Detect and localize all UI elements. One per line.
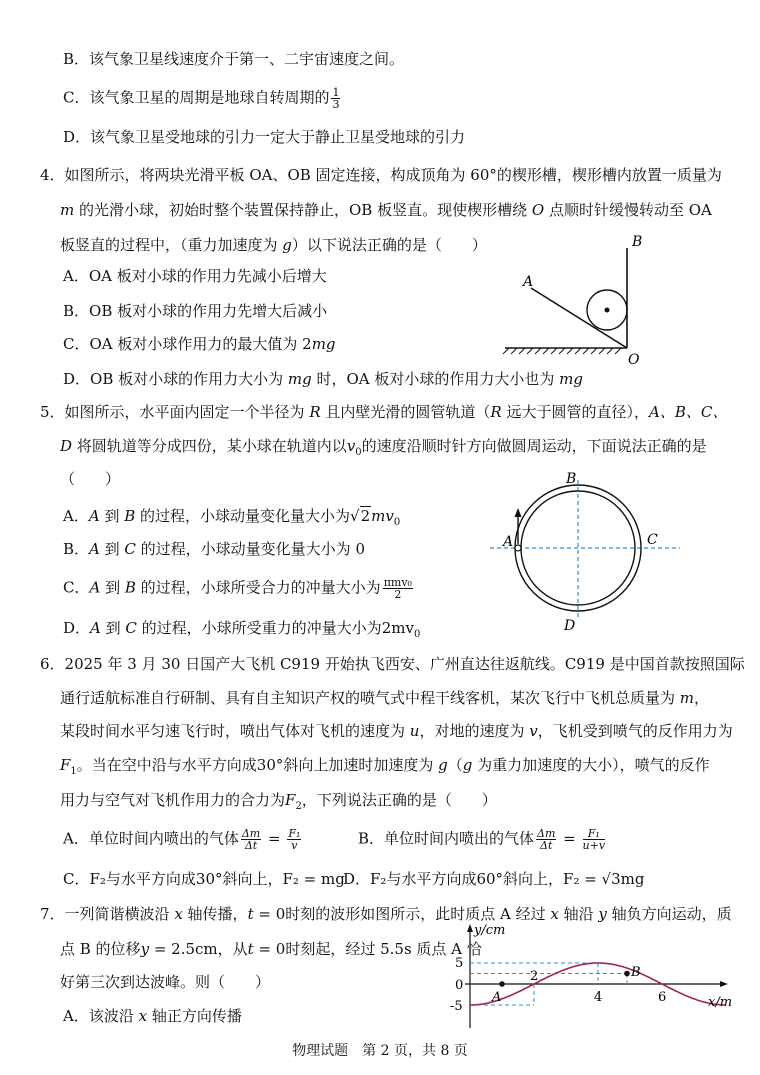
q6-option-a: A．单位时间内喷出的气体 $\frac{\Delta m}{\Delta t}$ = $\frac{\text{F₁}}{v}$ xyxy=(63,827,301,852)
q6-stem-line1: 6．2025 年 3 月 30 日国产大飞机 C919 开始执飞西安、广州直达往返航线。C919 是中国首款按照国际 xyxy=(40,655,745,673)
q7-label-b: B xyxy=(631,965,641,980)
q4-stem-line2: m 的光滑小球，初始时整个装置保持静止，OB 板竖直。现使楔形槽绕 O 点顺时针缓慢转动至 OA xyxy=(60,201,712,219)
q5-stem-line1: 5．如图所示，水平面内固定一个半径为 R 且内壁光滑的圆管轨道（R 远大于圆管的直径），A、B、C、 xyxy=(40,403,728,421)
q5-option-d: D．A 到 C 的过程，小球所受重力的冲量大小为$2mv_0$ xyxy=(63,619,421,640)
q5-arrow-head xyxy=(515,508,522,517)
q7-point-a xyxy=(499,981,505,987)
q5-option-a: A．A 到 B 的过程，小球动量变化量大小为$√2mv_0$ xyxy=(63,507,401,528)
q6-stem-line4: $F_1$。当在空中沿与水平方向成30°斜向上加速时加速度为 g（g 为重力加速度的大小），喷气的反作 xyxy=(60,756,710,777)
q4-plate-oa xyxy=(531,288,627,348)
page-footer: 物理试题 第 2 页，共 8 页 xyxy=(292,1043,468,1059)
q4-stem-line3: 板竖直的过程中，（重力加速度为 g）以下说法正确的是（ ） xyxy=(60,236,487,254)
q7-x-arrow xyxy=(720,981,728,987)
q4-label-o: O xyxy=(628,352,640,368)
q4-option-d: D．OB 板对小球的作用力大小为 mg 时，OA 板对小球的作用力大小也为 mg xyxy=(63,370,583,388)
q7-tick-y0: 0 xyxy=(455,978,464,993)
q5-label-d: D xyxy=(564,618,576,634)
q4-wedge-figure xyxy=(495,228,665,368)
q7-point-b xyxy=(624,971,630,977)
q5-option-b: B．A 到 C 的过程，小球动量变化量大小为 0 xyxy=(63,540,365,558)
q5-label-a: A xyxy=(503,534,514,550)
q5-option-c: C．A 到 B 的过程，小球所受合力的冲量大小为 $\frac{\text{πmv₀}}{2}$ xyxy=(63,576,412,601)
q6-option-c: C．F₂与水平方向成30°斜向上，F₂ = mg xyxy=(63,870,345,888)
q4-option-b: B．OB 板对小球的作用力先增大后减小 xyxy=(63,302,328,320)
q3-option-d: D．该气象卫星受地球的引力一定大于静止卫星受地球的引力 xyxy=(63,128,466,146)
q7-tick-y5: 5 xyxy=(455,956,464,971)
q3-c-fraction: $\frac{1}{3}$ xyxy=(332,86,340,111)
q4-label-b: B xyxy=(632,234,643,250)
q7-xlabel: x/m xyxy=(708,995,733,1010)
q7-tick-yneg5: -5 xyxy=(450,999,463,1014)
q7-label-a: A xyxy=(492,990,502,1005)
q6-stem-line3: 某段时间水平匀速飞行时，喷出气体对飞机的速度为 u，对地的速度为 v，飞机受到喷气的反作用力为 xyxy=(60,722,733,740)
q7-tick-x4: 4 xyxy=(594,990,603,1005)
q6-stem-line5: 用力与空气对飞机作用力的合力为$F_2$，下列说法正确的是（ ） xyxy=(60,791,497,812)
q5-label-b: B xyxy=(566,471,577,487)
q7-stem-line1: 7．一列简谐横波沿 x 轴传播，t = 0时刻的波形如图所示，此时质点 A 经过 x 轴沿 y 轴负方向运动，质 xyxy=(40,905,732,923)
q5-stem-line3: （ ） xyxy=(60,470,121,488)
q4-ground-hatch xyxy=(503,348,621,354)
q7-stem-line3: 好第三次到达波峰。则（ ） xyxy=(60,973,271,991)
q4-label-a: A xyxy=(523,274,534,290)
q7-y-arrow xyxy=(467,924,473,932)
q5-ball xyxy=(515,545,521,551)
q6-option-d: D．F₂与水平方向成60°斜向上，F₂ = √3mg xyxy=(343,870,645,888)
q4-ball-center xyxy=(605,308,610,313)
q6-stem-line2: 通行适航标准自行研制、具有自主知识产权的喷气式中程干线客机，某次飞行中飞机总质量为 m， xyxy=(60,689,710,707)
q5-c-fraction: $\frac{\text{πmv₀}}{2}$ xyxy=(383,576,412,601)
q5-circle-figure xyxy=(490,470,685,635)
q4-stem-line1: 4．如图所示，将两块光滑平板 OA、OB 固定连接，构成顶角为 60°的楔形槽，楔形槽内放置一质量为 xyxy=(40,166,722,184)
q4-option-a: A．OA 板对小球的作用力先减小后增大 xyxy=(63,267,327,285)
q5-label-c: C xyxy=(647,532,658,548)
q7-option-a: A．该波沿 x 轴正方向传播 xyxy=(63,1007,242,1025)
q7-ylabel: y/cm xyxy=(474,923,506,938)
q7-stem-line2: 点 B 的位移y = 2.5cm，从t = 0时刻起，经过 5.5s 质点 A 恰 xyxy=(60,940,482,958)
q7-tick-x6: 6 xyxy=(658,990,667,1005)
q5-stem-line2: D 将圆轨道等分成四份，某小球在轨道内以$v_0$的速度沿顺时针方向做圆周运动，下面说法正确的是 xyxy=(60,437,707,458)
q7-wave-figure xyxy=(440,920,740,1035)
q3-option-b: B．该气象卫星线速度介于第一、二宇宙速度之间。 xyxy=(63,50,405,68)
q6-option-b: B．单位时间内喷出的气体 $\frac{\Delta m}{\Delta t}$ = $\frac{\text{F₁}}{u+v}$ xyxy=(358,827,606,852)
q3-option-c: C．该气象卫星的周期是地球自转周期的 $\frac{1}{3}$ xyxy=(63,86,340,111)
q7-tick-x2: 2 xyxy=(530,969,539,984)
q4-option-c: C．OA 板对小球作用力的最大值为 2mg xyxy=(63,335,336,353)
